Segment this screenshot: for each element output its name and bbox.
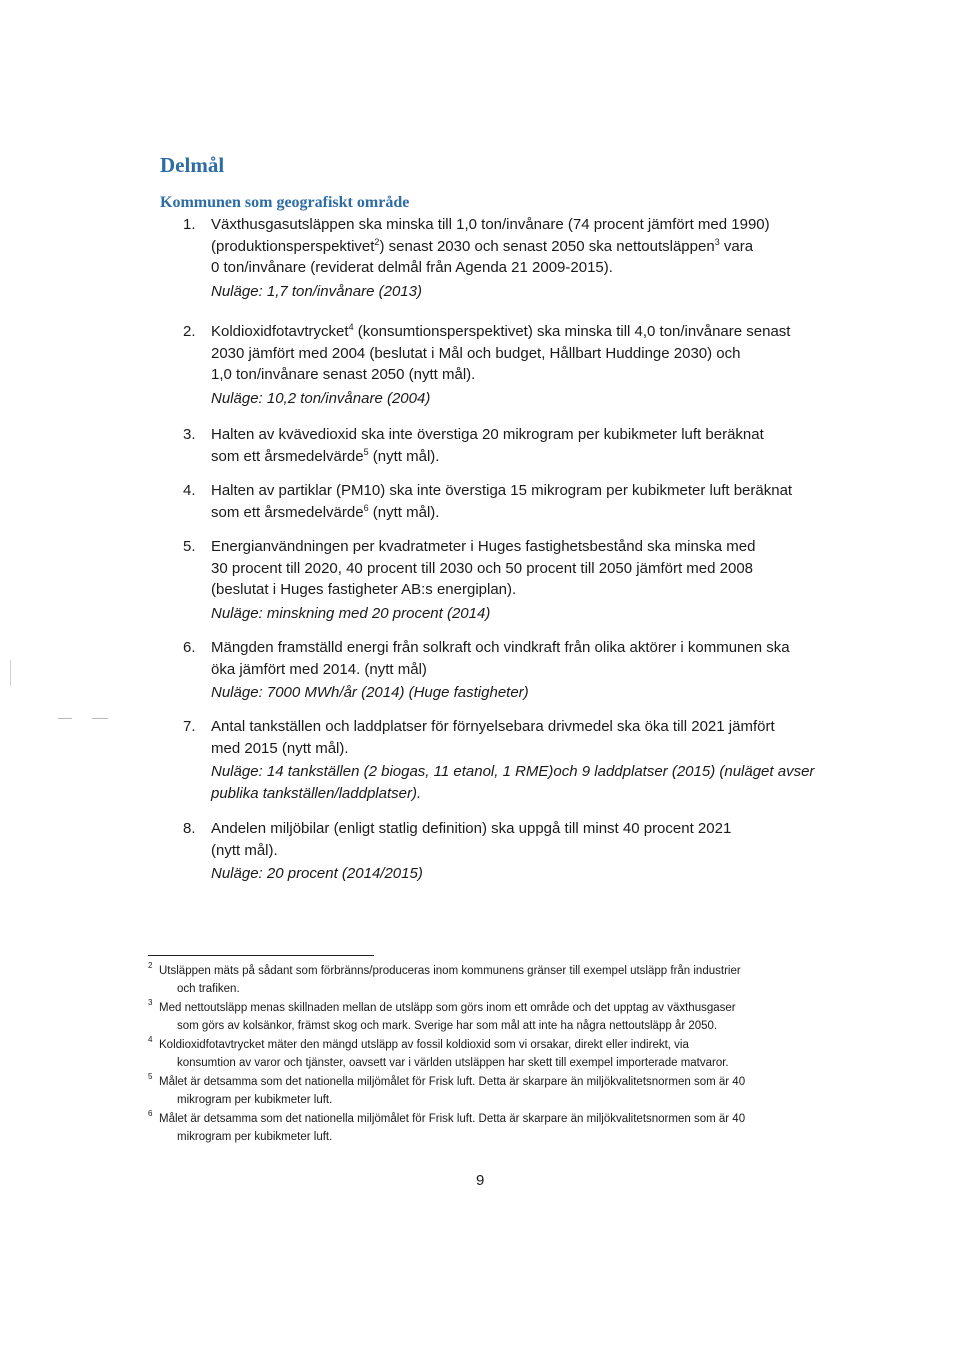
- goal-status: Nuläge: 14 tankställen (2 biogas, 11 etanol, 1 RME)och 9 laddplatser (2015) (nuläget avser publika tankställen/laddplatser).: [211, 763, 815, 802]
- goal-number: 1.: [183, 216, 196, 233]
- goal-status: Nuläge: 1,7 ton/invånare (2013): [211, 282, 422, 300]
- goal-line: öka jämfört med 2014. (nytt mål): [211, 660, 427, 678]
- goal-number: 4.: [183, 482, 196, 499]
- goal-status: Nuläge: 7000 MWh/år (2014) (Huge fastigheter): [211, 684, 529, 701]
- goal-number: 2.: [183, 323, 196, 340]
- footnote-text: [148, 962, 818, 998]
- footnote-separator: [148, 955, 374, 956]
- goal-text: [211, 818, 821, 885]
- goal-line: 0 ton/invånare (reviderat delmål från Agenda 21 2009-2015).: [211, 259, 613, 276]
- footnote: [148, 1073, 818, 1109]
- goal-line: (beslutat i Huges fastigheter AB:s energiplan).: [211, 581, 517, 598]
- footnote-number: 2: [148, 961, 153, 970]
- goal-number: 5.: [183, 538, 196, 555]
- footnote-number: 3: [148, 998, 153, 1007]
- footnote-line: Utsläppen mäts på sådant som förbränns/produceras inom kommunens gränser till exempel utsläpp från industrier: [159, 965, 741, 977]
- footnote-line: som görs av kolsänkor, främst skog och mark. Sverige har som mål att inte ha några nettoutsläpp år 2050.: [177, 1020, 718, 1032]
- footnote-text: [148, 1073, 818, 1109]
- goal-line: Antal tankställen och laddplatser för förnyelsebara drivmedel ska öka till 2021 jämfört: [211, 718, 775, 735]
- footnote-number: 5: [148, 1072, 153, 1081]
- goal-line: Halten av partiklar (PM10) ska inte överstiga 15 mikrogram per kubikmeter luft beräknat: [211, 482, 793, 499]
- footnote-text: [148, 1036, 818, 1072]
- footnote: [148, 1036, 818, 1072]
- footnote-line: och trafiken.: [177, 983, 240, 995]
- footnote: [148, 962, 818, 998]
- footnote-line: Koldioxidfotavtrycket mäter den mängd utsläpp av fossil koldioxid som vi orsakar, direkt eller indirekt, via: [159, 1039, 689, 1051]
- footnotes: [148, 962, 818, 1147]
- scan-dash-mark: [58, 718, 72, 719]
- footnote-number: 6: [148, 1109, 153, 1118]
- footnote-line: Målet är detsamma som det nationella miljömålet för Frisk luft. Detta är skarpare än miljökvalitetsnormen som är 40: [159, 1076, 746, 1088]
- footnote-line: mikrogram per kubikmeter luft.: [177, 1131, 333, 1143]
- footnote-reference: 5: [363, 446, 369, 457]
- goal-number: 8.: [183, 820, 196, 837]
- footnote-reference: 4: [348, 322, 354, 332]
- goal-status: Nuläge: 20 procent (2014/2015): [211, 865, 423, 882]
- goal-text: [211, 536, 821, 624]
- goal-line: som ett årsmedelvärde$^5$ (nytt mål).: [211, 446, 440, 465]
- goal-line: 1,0 ton/invånare senast 2050 (nytt mål).: [211, 366, 476, 383]
- page-number: 9: [476, 1172, 485, 1189]
- goal-status: Nuläge: 10,2 ton/invånare (2004): [211, 389, 431, 407]
- footnote-text: [148, 999, 818, 1035]
- goal-number: 7.: [183, 718, 196, 735]
- scan-dash-mark: [92, 718, 108, 719]
- goal-line: (nytt mål).: [211, 841, 278, 859]
- goal-line: Växthusgasutsläppen ska minska till 1,0 ton/invånare (74 procent jämfört med 1990): [211, 216, 770, 233]
- goal-line: Halten av kvävedioxid ska inte överstiga 20 mikrogram per kubikmeter luft beräknat: [211, 426, 764, 443]
- footnote-reference: 3: [714, 236, 720, 247]
- footnote-line: Med nettoutsläpp menas skillnaden mellan de utsläpp som görs inom ett område och det upptag av växthusgaser: [159, 1002, 736, 1014]
- goal-status: Nuläge: minskning med 20 procent (2014): [211, 604, 491, 622]
- goal-text: [211, 214, 821, 302]
- footnote-reference: 6: [363, 502, 369, 513]
- goal-line: med 2015 (nytt mål).: [211, 739, 349, 757]
- footnote-line: mikrogram per kubikmeter luft.: [177, 1094, 333, 1106]
- footnote-line: konsumtion av varor och tjänster, oavsett var i världen utsläppen har skett till exempel importerade matvaror.: [177, 1057, 729, 1069]
- goal-line: Energianvändningen per kvadratmeter i Huges fastighetsbestånd ska minska med: [211, 538, 756, 555]
- goal-text: [211, 321, 821, 409]
- goal-line: Koldioxidfotavtrycket$^4$ (konsumtionsperspektivet) ska minska till 4,0 ton/invånare senast: [211, 322, 791, 340]
- footnote-text: [148, 1110, 818, 1146]
- footnote-number: 4: [148, 1035, 153, 1044]
- section-heading: Delmål: [160, 153, 225, 177]
- goal-line: (produktionsperspektivet$^2$) senast 2030 och senast 2050 ska nettoutsläppen$^3$ vara: [211, 236, 754, 255]
- goal-line: Andelen miljöbilar (enligt statlig definition) ska uppgå till minst 40 procent 2021: [211, 820, 732, 837]
- footnote-reference: 2: [374, 236, 380, 247]
- goal-text: [211, 716, 821, 804]
- footnote: [148, 1110, 818, 1146]
- goal-line: Mängden framställd energi från solkraft och vindkraft från olika aktörer i kommunen ska: [211, 639, 790, 656]
- goal-text: [211, 637, 821, 704]
- footnote-line: Målet är detsamma som det nationella miljömålet för Frisk luft. Detta är skarpare än miljökvalitetsnormen som är 40: [159, 1113, 746, 1125]
- goal-number: 6.: [183, 639, 196, 656]
- goal-text: [211, 424, 821, 467]
- goal-text: [211, 480, 821, 523]
- goal-line: 30 procent till 2020, 40 procent till 2030 och 50 procent till 2050 jämfört med 2008: [211, 559, 754, 577]
- scan-margin-mark: [10, 660, 11, 686]
- subsection-heading: Kommunen som geografiskt område: [160, 194, 410, 211]
- footnote: [148, 999, 818, 1035]
- goal-number: 3.: [183, 426, 196, 443]
- goal-line: 2030 jämfört med 2004 (beslutat i Mål och budget, Hållbart Huddinge 2030) och: [211, 344, 741, 362]
- goal-line: som ett årsmedelvärde$^6$ (nytt mål).: [211, 502, 440, 521]
